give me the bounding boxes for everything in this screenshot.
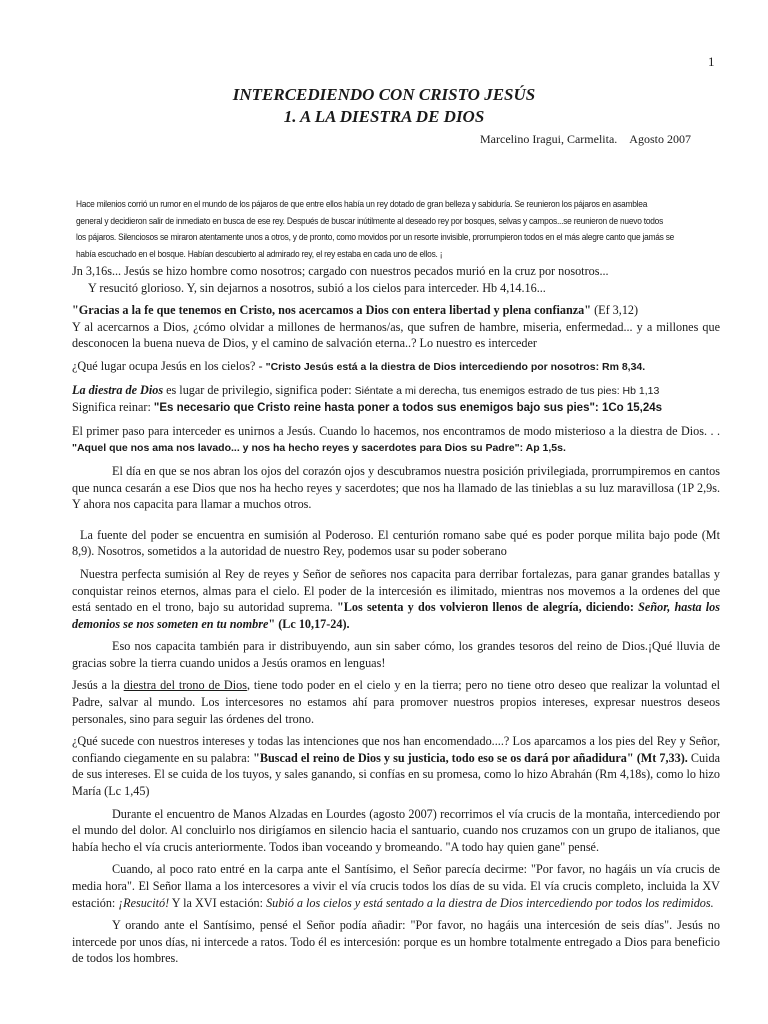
p4-quote: Siéntate a mi derecha, tus enemigos estrado de tus pies: Hb 1,13 <box>354 384 660 397</box>
p4-text: es lugar de privilegio, significa poder: <box>163 382 355 397</box>
p2-ref: (Ef 3,12) <box>591 303 639 318</box>
paragraph-10 <box>72 677 720 727</box>
p11-quote: "Buscad el reino de Dios y su justicia, todo eso se os dará por añadidura" (Mt 7,33). <box>253 750 688 765</box>
paragraph-1 <box>72 263 720 296</box>
page-number: 1 <box>708 54 715 69</box>
p8-quote-italic: Señor, hasta los demonios se nos someten en tu nombre <box>72 600 720 631</box>
p4-lead: La diestra de Dios <box>72 382 164 397</box>
p11-b: Cuida de sus intereses. El se cuida de los tuyos, y sales ganando, si confías en su promesa, como lo hizo Abrahán (Rm 4,18s), como lo hizo María (Lc 1,45) <box>72 750 720 799</box>
document-body <box>72 263 720 973</box>
p11-a: ¿Qué sucede con nuestros intereses y todas las intenciones que nos han encomendado....? Los aparcamos a los pies del Rey y Señor, confiando ciegamente en su palabra: <box>72 734 720 765</box>
p4-quote2: "Es necesario que Cristo reine hasta poner a todos sus enemigos bajo sus pies": 1Co 15,24s <box>153 402 663 415</box>
p8-text: Nuestra perfecta sumisión al Rey de reyes y Señor de señores nos capacita para derribar fortalezas, para ganar grandes batallas y conquistar reinos eternos, almas para el cielo. El poder de la intercesión es ilimitado, mientras nos movemos a la ordenes del que está sentado en el trono, bajo su autoridad suprema. <box>72 566 720 615</box>
paragraph-4 <box>72 382 720 417</box>
p3-text: ¿Qué lugar ocupa Jesús en los cielos? - <box>72 358 266 373</box>
title-line-2: 1. A LA DIESTRA DE DIOS <box>283 107 485 126</box>
paragraph-14: Y orando ante el Santísimo, pensé el Señor podía añadir: "Por favor, no hagáis una intercesión de seis días". Jesús no intercede por unos días, ni intercede a ratos. Todo él es intercesión: porque es un hombre totalmente entregado a Dios para beneficio de todos los hombres. <box>72 918 720 966</box>
p10-a: Jesús a la <box>72 678 124 693</box>
p1-line-b: Y resucitó glorioso. Y, sin dejarnos a nosotros, subió a los cielos para interceder. Hb 4,14.16... <box>88 280 546 295</box>
paragraph-11 <box>72 733 720 799</box>
p2-quote: "Gracias a la fe que tenemos en Cristo, nos acercamos a Dios con entera libertad y plena confianza" <box>72 303 592 318</box>
p5-quote: "Aquel que nos ama nos lavado... y nos ha hecho reyes y sacerdotes para Dios su Padre": Ap 1,5s. <box>72 442 566 455</box>
title-line-1: INTERCEDIENDO CON CRISTO JESÚS <box>232 85 536 104</box>
p13-italic-1: ¡Resucitó! <box>118 895 170 910</box>
p3-quote: "Cristo Jesús está a la diestra de Dios intercediendo por nosotros: Rm 8,34. <box>265 360 646 373</box>
paragraph-3 <box>72 358 720 376</box>
paragraph-2 <box>72 302 720 352</box>
document-title <box>0 84 768 128</box>
paragraph-13 <box>72 861 720 911</box>
p4-text2: Significa reinar: <box>72 400 154 415</box>
paragraph-7: La fuente del poder se encuentra en sumisión al Poderoso. El centurión romano sabe qué es poder porque milita bajo pode (Mt 8,9). Nosotros, sometidos a la autoridad de nuestro Rey, podemos usar su poder soberano <box>72 527 720 559</box>
intro-fable: Hace milenios corrió un rumor en el mundo de los pájaros de que entre ellos había un rey dotado de gran belleza y sabiduría. Se reunieron los pájaros en asamblea general y decidieron salir de inmediato en busca de ese rey. Después de buscar inútilmente al deseado rey por bosques, selvas y campos...se reunieron de nuevo todos los pájaros. Silenciosos se miraron atentamente unos a otros, y de pronto, como movidos por un resorte invisible, prorrumpieron todos en el más alegre canto que jamás se había escuchado en el bosque. Habían descubierto al admirado rey, el rey estaba en cada uno de ellos. ¡ <box>76 199 675 259</box>
author-date: Agosto 2007 <box>629 132 691 146</box>
paragraph-9: Eso nos capacita también para ir distribuyendo, aun sin saber cómo, los grandes tesoros del reino de Dios.¡Qué lluvia de gracias sobre la tierra cuando unidos a Jesús oramos en lenguas! <box>72 639 720 670</box>
p13-italic-2: Subió a los cielos y está sentado a la diestra de Dios intercediendo por todos los redimidos. <box>266 895 714 910</box>
paragraph-12: Durante el encuentro de Manos Alzadas en Lourdes (agosto 2007) recorrimos el vía crucis de la montaña, intercediendo por el mundo del dolor. Al concluirlo nos dirigíamos en silencio hacia el santuario, cuando nos cruzamos con un grupo de italianos, que había hecho el vía crucis anteriormente. Todos iban voceando y bromeando. "A todo hay quien gane" pensé. <box>72 806 720 854</box>
p1-line-a: Jn 3,16s... Jesús se hizo hombre como nosotros; cargado con nuestros pecados murió en la cruz por nosotros... <box>72 264 609 278</box>
p13-a: Cuando, al poco rato entré en la carpa ante el Santísimo, el Señor parecía decirme: "Por favor, no hagáis un vía crucis de media hora". El Señor llama a los intercesores a vivir el vía crucis todos los días de su vida. El vía crucis completo, incluida la XV estación: <box>72 862 720 910</box>
author-line <box>480 132 691 147</box>
p2-text: Y al acercarnos a Dios, ¿cómo olvidar a millones de hermanos/as, que sufren de hambre, miseria, enfermedad... y a millones que desconocen la buena nueva de Dios, y el camino de salvación eterna..? Lo nuestro es interceder <box>72 319 720 351</box>
p5-text: El primer paso para interceder es unirnos a Jesús. Cuando lo hacemos, nos encontramos de modo misterioso a la diestra de Dios. . . <box>72 423 720 438</box>
p10-b: , tiene todo poder en el cielo y en la tierra; pero no tiene otro deseo que realizar la voluntad el Padre, salvar al mundo. Los intercesores no estamos ahí para promover nuestros propios intereses, expresar nuestros deseos personales, sino para seguir las órdenes del trono. <box>72 678 720 726</box>
paragraph-8 <box>72 566 720 632</box>
author-name: Marcelino Iragui, Carmelita. <box>480 132 618 146</box>
p8-quote-end: " (Lc 10,17-24). <box>268 616 350 631</box>
paragraph-6: El día en que se nos abran los ojos del corazón ojos y descubramos nuestra posición privilegiada, prorrumpiremos en cantos que nunca cesarán a ese Dios que nos ha hecho reyes y sacerdotes; que nos ha llamado de las tinieblas a su luz maravillosa (1P 2,9s. Y ahora nos capacita para llamar a muchos otros. <box>72 463 720 512</box>
paragraph-5 <box>72 423 720 457</box>
p13-b: Y la XVI estación: <box>169 895 267 910</box>
p8-quote: "Los setenta y dos volvieron llenos de alegría, diciendo: <box>337 600 639 615</box>
p10-underlined: diestra del trono de Dios <box>123 678 247 693</box>
